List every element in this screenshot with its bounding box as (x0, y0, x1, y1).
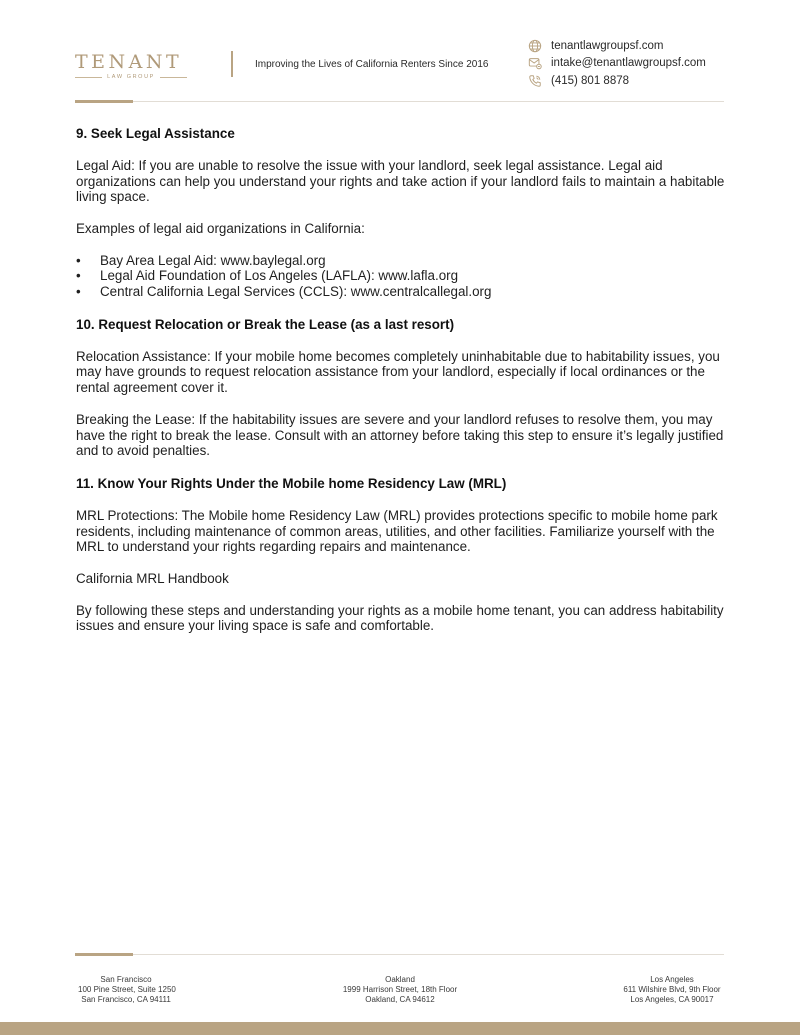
contact-phone[interactable] (528, 72, 706, 90)
office-address-line-1: 1999 Harrison Street, 18th Floor (342, 985, 458, 994)
office-address-line-2: San Francisco, CA 94111 (81, 995, 171, 1004)
closing-paragraph: By following these steps and understanding your rights as a mobile home tenant, you can address habitability issues and ensure your living space is safe and comfortable. (76, 602, 724, 634)
section-10-heading: 10. Request Relocation or Break the Lease (as a last resort) (76, 316, 455, 332)
logo-rule-right (160, 77, 187, 78)
office-address-line-1: 100 Pine Street, Suite 1250 (78, 985, 176, 994)
website-link[interactable]: tenantlawgroupsf.com (551, 39, 664, 52)
bullet: • (76, 252, 81, 268)
footer-color-bar (0, 1022, 800, 1035)
legal-aid-list (76, 253, 726, 300)
tenant-law-group-logo (75, 52, 187, 80)
header-rule (75, 101, 724, 102)
office-oakland (339, 975, 461, 1005)
section-10-paragraph-2: Breaking the Lease: If the habitability issues are severe and your landlord refuses to resolve them, you may have the right to break the lease. Consult with an attorney before taking this step to ensure it’s legally justified and to avoid penalties. (76, 411, 724, 459)
bullet: • (76, 284, 81, 300)
section-11-paragraph-1: MRL Protections: The Mobile home Residency Law (MRL) provides protections specific to mobile home park residents, including maintenance of common areas, utilities, and other facilities. Familiarize yourself with the MRL to understand your rights regarding repairs and maintenance. (76, 507, 718, 555)
tagline: Improving the Lives of California Renters Since 2016 (255, 59, 489, 70)
office-los-angeles (620, 975, 724, 1005)
bullet: • (76, 268, 81, 284)
logo-wordmark: TENANT (75, 51, 183, 73)
footer-rule (75, 954, 724, 955)
phone-icon (528, 74, 542, 88)
list-item (76, 284, 726, 300)
logo-rule-left (75, 77, 102, 78)
page-header (0, 0, 800, 105)
document-body (76, 125, 726, 650)
list-item-text: Central California Legal Services (CCLS): www.centralcallegal.org (100, 284, 492, 300)
office-address-line-2: Los Angeles, CA 90017 (630, 995, 714, 1004)
mail-icon (528, 56, 542, 70)
list-item-text: Legal Aid Foundation of Los Angeles (LAFLA): www.lafla.org (100, 268, 459, 284)
office-address-line-1: 611 Wilshire Blvd, 9th Floor (623, 985, 721, 994)
office-address-line-2: Oakland, CA 94612 (365, 995, 435, 1004)
list-item-text: Bay Area Legal Aid: www.baylegal.org (100, 252, 326, 268)
office-city: San Francisco (100, 975, 152, 984)
section-9-paragraph-2: Examples of legal aid organizations in California: (76, 220, 365, 236)
contact-website[interactable] (528, 37, 706, 55)
header-divider (231, 51, 233, 77)
office-city: Oakland (385, 975, 415, 984)
contact-email[interactable] (528, 55, 706, 73)
section-9-paragraph-1: Legal Aid: If you are unable to resolve the issue with your landlord, seek legal assistance. Legal aid organizations can help you understand your rights and take action if your landlord fails to maintain a habitable living space. (76, 157, 725, 205)
list-item (76, 253, 726, 269)
globe-icon (528, 39, 542, 53)
office-san-francisco (78, 975, 174, 1005)
list-item (76, 268, 726, 284)
footer-accent-bar (75, 953, 133, 956)
section-9-heading: 9. Seek Legal Assistance (76, 126, 235, 141)
section-10-paragraph-1: Relocation Assistance: If your mobile home becomes completely uninhabitable due to habitability issues, you may have grounds to request relocation assistance from your landlord, especially if local ordinances or the rental agreement cover it. (76, 348, 720, 396)
office-city: Los Angeles (650, 975, 694, 984)
logo-subtitle: LAW GROUP (107, 74, 155, 80)
contact-list (528, 37, 706, 90)
header-accent-bar (75, 100, 133, 103)
email-link[interactable]: intake@tenantlawgroupsf.com (551, 57, 706, 70)
section-11-heading: 11. Know Your Rights Under the Mobile home Residency Law (MRL) (76, 475, 507, 491)
mrl-handbook-reference: California MRL Handbook (76, 570, 229, 586)
phone-link[interactable]: (415) 801 8878 (551, 74, 630, 87)
